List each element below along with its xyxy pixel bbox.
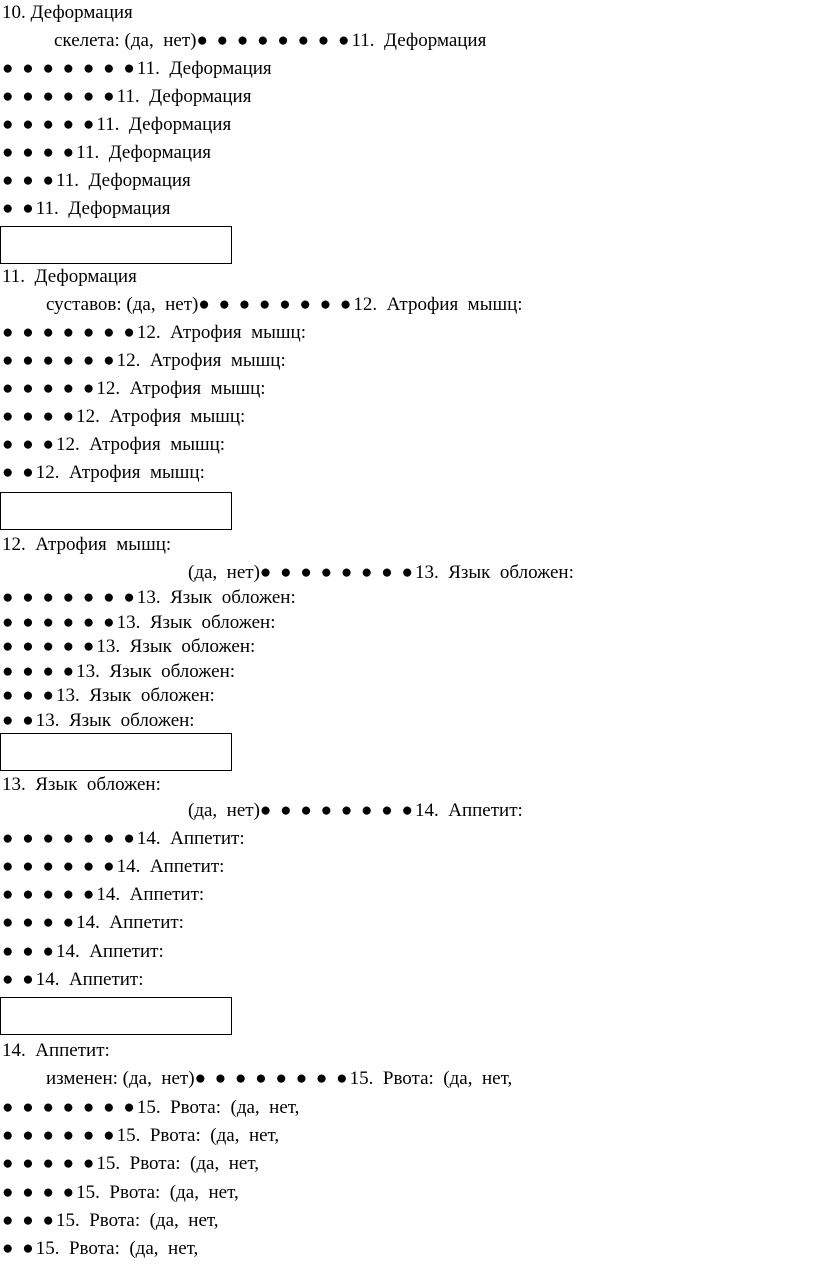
bullet-dots: ● ● ● ● ● ● ● bbox=[2, 58, 137, 79]
repeat-text: 13. Язык обложен: bbox=[76, 661, 236, 682]
repeat-line bbox=[2, 170, 191, 192]
answer-box[interactable] bbox=[0, 733, 232, 771]
repeat-line bbox=[2, 941, 164, 963]
bullet-dots: ● ● bbox=[2, 198, 36, 219]
repeat-line bbox=[2, 912, 184, 934]
bullet-dots: ● ● ● ● ● ● ● bbox=[2, 828, 137, 849]
answer-line bbox=[188, 800, 523, 822]
bullet-dots: ● ● ● ● ● ● ● bbox=[2, 322, 137, 343]
repeat-line bbox=[2, 198, 171, 220]
repeat-text: 13. Язык обложен: bbox=[116, 612, 276, 633]
repeat-text: 14. Аппетит: bbox=[76, 912, 184, 933]
repeat-text: 13. Язык обложен: bbox=[136, 587, 296, 608]
repeat-line bbox=[2, 884, 204, 906]
repeat-text: 15. Рвота: (да, нет, bbox=[35, 1238, 199, 1259]
repeat-text: 15. Рвота: (да, нет, bbox=[55, 1210, 219, 1231]
repeat-text: 11. Деформация bbox=[96, 114, 232, 135]
next-question-text: 13. Язык обложен: bbox=[414, 562, 574, 583]
bullet-dots: ● ● bbox=[2, 1238, 36, 1259]
question-title: 11. Деформация bbox=[2, 266, 137, 287]
bullet-dots: ● ● ● ● ● ● bbox=[2, 86, 117, 107]
bullet-dots: ● ● ● ● ● bbox=[2, 1153, 97, 1174]
bullet-dots: ● ● ● bbox=[2, 685, 56, 706]
repeat-text: 11. Деформация bbox=[116, 86, 252, 107]
repeat-text: 14. Аппетит: bbox=[35, 969, 144, 990]
bullet-dots: ● ● ● ● bbox=[2, 1182, 77, 1203]
repeat-text: 12. Атрофия мышц: bbox=[96, 378, 266, 399]
bullet-dots: ● ● ● ● ● bbox=[2, 114, 97, 135]
repeat-line bbox=[2, 58, 272, 80]
question-title: 12. Атрофия мышц: bbox=[2, 534, 172, 555]
question-title: 10. Деформация bbox=[2, 2, 133, 23]
next-question-text: 11. Деформация bbox=[351, 30, 487, 51]
repeat-text: 14. Аппетит: bbox=[96, 884, 205, 905]
repeat-text: 13. Язык обложен: bbox=[55, 685, 215, 706]
repeat-line bbox=[2, 114, 231, 136]
answer-box[interactable] bbox=[0, 226, 232, 264]
repeat-line bbox=[2, 142, 211, 164]
bullet-dots: ● ● ● ● ● ● ● ● bbox=[259, 800, 415, 821]
repeat-line bbox=[2, 1125, 279, 1147]
repeat-text: 11. Деформация bbox=[55, 170, 191, 191]
repeat-line bbox=[2, 636, 255, 658]
question-title: 14. Аппетит: bbox=[2, 1040, 110, 1061]
answer-line bbox=[46, 294, 523, 316]
repeat-line bbox=[2, 406, 245, 428]
bullet-dots: ● ● ● ● bbox=[2, 142, 77, 163]
answer-text: суставов: (да, нет) bbox=[46, 294, 199, 315]
bullet-dots: ● ● ● ● ● ● bbox=[2, 350, 117, 371]
bullet-dots: ● ● ● bbox=[2, 170, 56, 191]
bullet-dots: ● ● ● bbox=[2, 1210, 56, 1231]
bullet-dots: ● ● ● ● ● ● ● bbox=[2, 1097, 137, 1118]
bullet-dots: ● ● ● ● bbox=[2, 406, 77, 427]
repeat-line bbox=[2, 685, 215, 707]
bullet-dots: ● ● ● ● ● ● bbox=[2, 856, 117, 877]
answer-text: (да, нет) bbox=[188, 800, 260, 821]
bullet-dots: ● ● ● ● ● ● bbox=[2, 1125, 117, 1146]
repeat-line bbox=[2, 350, 286, 372]
repeat-text: 14. Аппетит: bbox=[55, 941, 164, 962]
repeat-line bbox=[2, 1182, 239, 1204]
answer-text: скелета: (да, нет) bbox=[54, 30, 197, 51]
repeat-text: 14. Аппетит: bbox=[116, 856, 225, 877]
answer-line bbox=[46, 1068, 512, 1090]
bullet-dots: ● ● ● ● ● ● bbox=[2, 612, 117, 633]
answer-text: (да, нет) bbox=[188, 562, 260, 583]
repeat-line bbox=[2, 661, 235, 683]
repeat-line bbox=[2, 587, 296, 609]
repeat-line bbox=[2, 434, 225, 456]
repeat-text: 13. Язык обложен: bbox=[96, 636, 256, 657]
bullet-dots: ● ● ● ● ● ● ● ● bbox=[194, 1068, 350, 1089]
answer-box[interactable] bbox=[0, 997, 232, 1035]
repeat-line bbox=[2, 828, 245, 850]
repeat-text: 11. Деформация bbox=[76, 142, 211, 163]
repeat-line bbox=[2, 322, 306, 344]
repeat-text: 15. Рвота: (да, нет, bbox=[76, 1182, 239, 1203]
answer-line bbox=[54, 30, 486, 52]
repeat-line bbox=[2, 1097, 299, 1119]
next-question-text: 12. Атрофия мышц: bbox=[353, 294, 523, 315]
next-question-text: 14. Аппетит: bbox=[414, 800, 523, 821]
repeat-line bbox=[2, 1210, 219, 1232]
repeat-line bbox=[2, 856, 224, 878]
bullet-dots: ● ● ● ● bbox=[2, 912, 77, 933]
bullet-dots: ● ● ● ● ● ● ● bbox=[2, 587, 137, 608]
repeat-text: 12. Атрофия мышц: bbox=[35, 462, 205, 483]
repeat-text: 15. Рвота: (да, нет, bbox=[136, 1097, 300, 1118]
repeat-line bbox=[2, 1153, 259, 1175]
question-title: 13. Язык обложен: bbox=[2, 774, 161, 795]
bullet-dots: ● ● ● ● ● bbox=[2, 884, 97, 905]
repeat-line bbox=[2, 969, 144, 991]
bullet-dots: ● ● ● ● ● ● ● ● bbox=[198, 294, 354, 315]
repeat-text: 12. Атрофия мышц: bbox=[55, 434, 226, 455]
repeat-line bbox=[2, 710, 195, 732]
bullet-dots: ● ● ● ● ● ● ● ● bbox=[196, 30, 352, 51]
repeat-text: 15. Рвота: (да, нет, bbox=[116, 1125, 280, 1146]
repeat-text: 14. Аппетит: bbox=[136, 828, 245, 849]
bullet-dots: ● ● ● bbox=[2, 434, 56, 455]
repeat-text: 15. Рвота: (да, нет, bbox=[96, 1153, 259, 1174]
bullet-dots: ● ● ● ● ● bbox=[2, 636, 97, 657]
next-question-text: 15. Рвота: (да, нет, bbox=[349, 1068, 513, 1089]
repeat-text: 12. Атрофия мышц: bbox=[116, 350, 286, 371]
repeat-text: 12. Атрофия мышц: bbox=[136, 322, 306, 343]
answer-line bbox=[188, 562, 574, 584]
repeat-text: 11. Деформация bbox=[136, 58, 272, 79]
repeat-text: 13. Язык обложен: bbox=[35, 710, 195, 731]
repeat-text: 11. Деформация bbox=[35, 198, 171, 219]
bullet-dots: ● ● bbox=[2, 969, 36, 990]
repeat-line bbox=[2, 86, 251, 108]
bullet-dots: ● ● ● ● ● ● ● ● bbox=[259, 562, 415, 583]
bullet-dots: ● ● bbox=[2, 710, 36, 731]
answer-box[interactable] bbox=[0, 492, 232, 530]
bullet-dots: ● ● bbox=[2, 462, 36, 483]
bullet-dots: ● ● ● ● ● bbox=[2, 378, 97, 399]
repeat-line bbox=[2, 378, 266, 400]
answer-text: изменен: (да, нет) bbox=[46, 1068, 195, 1089]
bullet-dots: ● ● ● ● bbox=[2, 661, 77, 682]
bullet-dots: ● ● ● bbox=[2, 941, 56, 962]
repeat-line bbox=[2, 1238, 198, 1260]
repeat-line bbox=[2, 612, 276, 634]
repeat-text: 12. Атрофия мышц: bbox=[76, 406, 246, 427]
repeat-line bbox=[2, 462, 205, 484]
